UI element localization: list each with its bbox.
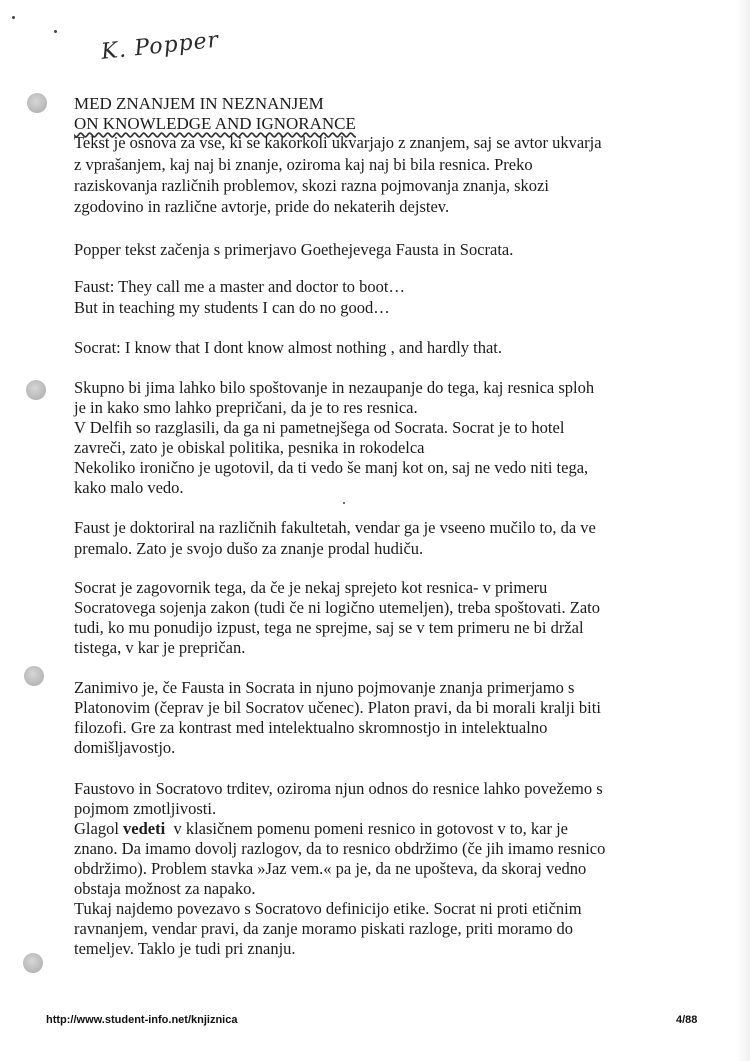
handwritten-note xyxy=(100,27,260,88)
quote-line: Faust: They call me a master and doctor to boot… xyxy=(74,277,405,296)
paragraph-line: Skupno bi jima lahko bilo spoštovanje in nezaupanje do tega, kaj resnica sploh xyxy=(74,378,595,397)
paragraph-line: znano. Da imamo dovolj razlogov, da to resnico obdržimo (če jih imamo resnico xyxy=(74,839,606,858)
quote-line: But in teaching my students I can do no good… xyxy=(74,298,390,317)
paragraph-line: raziskovanja različnih problemov, skozi razna pojmovanja znanja, skozi xyxy=(74,176,549,195)
paragraph-line: je in kako smo lahko prepričani, da je to res resnica. xyxy=(74,398,418,417)
paragraph-line: premalo. Zato je svojo dušo za znanje prodal hudiču. xyxy=(74,539,424,558)
paragraph-line: obstaja možnost za napako. xyxy=(74,879,256,898)
paragraph-line: V Delfih so razglasili, da ga ni pametnejšega od Socrata. Socrat je to hotel xyxy=(74,418,565,437)
scan-speck xyxy=(54,30,57,33)
bold-term: vedeti xyxy=(123,819,166,838)
scan-speck xyxy=(343,502,345,504)
paragraph-line: Popper tekst začenja s primerjavo Goethejevega Fausta in Socrata. xyxy=(74,240,514,259)
punch-hole xyxy=(27,93,47,113)
paragraph-line: Platonovim (čeprav je bil Socratov učenec). Platon pravi, da bi morali kralji biti xyxy=(74,698,601,717)
paragraph-line: obdržimo). Problem stavka »Jaz vem.« pa je, da ne upošteva, da skoraj vedno xyxy=(74,859,587,878)
paragraph-line: Socrat je zagovornik tega, da če je nekaj sprejeto kot resnica- v primeru xyxy=(74,578,548,597)
quote-line: Socrat: I know that I dont know almost nothing , and hardly that. xyxy=(74,338,503,357)
paragraph-line: tudi, ko mu ponudijo izpust, tega ne sprejme, saj se v tem primeru ne bi držal xyxy=(74,618,584,637)
paragraph-line: Socratovega sojenja zakon (tudi če ni logično utemeljen), treba spoštovati. Zato xyxy=(74,598,601,617)
scan-speck xyxy=(12,16,15,19)
paragraph-line: Tekst je osnova za vse, ki se kakorkoli ukvarjajo z znanjem, saj se avtor ukvarja xyxy=(74,133,602,152)
paragraph-line: zavreči, zato je obiskal politika, pesnika in rokodelca xyxy=(74,438,425,457)
document-title: MED ZNANJEM IN NEZNANJEM xyxy=(74,94,324,113)
line-suffix: v klasičnem pomenu pomeni resnico in gotovost v to, kar je xyxy=(165,819,569,838)
line-prefix: Glagol xyxy=(74,819,124,838)
paragraph-line-with-bold xyxy=(74,819,568,839)
footer-page-number: 4/88 xyxy=(676,1014,698,1026)
paragraph-line: Nekoliko ironično je ugotovil, da ti vedo še manj kot on, saj ne vedo niti tega, xyxy=(74,458,589,477)
punch-hole xyxy=(24,666,44,686)
punch-hole xyxy=(23,953,43,973)
paragraph-line: zgodovino in različne avtorje, pride do nekaterih dejstev. xyxy=(74,197,450,216)
footer-url: http://www.student-info.net/knjiznica xyxy=(46,1014,238,1026)
paragraph-line: filozofi. Gre za kontrast med intelektualno skromnostjo in intelektualno xyxy=(74,718,548,737)
paragraph-line: pojmom zmotljivosti. xyxy=(74,799,217,818)
paragraph-line: Zanimivo je, če Fausta in Socrata in njuno pojmovanje znanja primerjamo s xyxy=(74,678,575,697)
paragraph-line: kako malo vedo. xyxy=(74,478,184,497)
handwritten-note-text: K. Popper xyxy=(100,27,221,65)
paragraph-line: z vprašanjem, kaj naj bi znanje, oziroma kaj naj bi bila resnica. Preko xyxy=(74,155,533,174)
paragraph-line: Faust je doktoriral na različnih fakultetah, vendar ga je vseeno mučilo to, da ve xyxy=(74,518,596,537)
paragraph-line: temeljev. Taklo je tudi pri znanju. xyxy=(74,939,296,958)
paragraph-line: Tukaj najdemo povezavo s Socratovo definicijo etike. Socrat ni proti etičnim xyxy=(74,899,582,918)
scan-edge-shadow xyxy=(736,0,750,1061)
paragraph-line: ravnanjem, vendar pravi, da zanje moramo piskati razloge, priti moramo do xyxy=(74,919,573,938)
paragraph-line: Faustovo in Socratovo trditev, oziroma njun odnos do resnice lahko povežemo s xyxy=(74,779,603,798)
document-subtitle: ON KNOWLEDGE AND IGNORANCE xyxy=(74,114,356,133)
paragraph-line: tistega, v kar je prepričan. xyxy=(74,638,246,657)
punch-hole xyxy=(26,380,46,400)
paragraph-line: domišljavostjo. xyxy=(74,738,176,757)
